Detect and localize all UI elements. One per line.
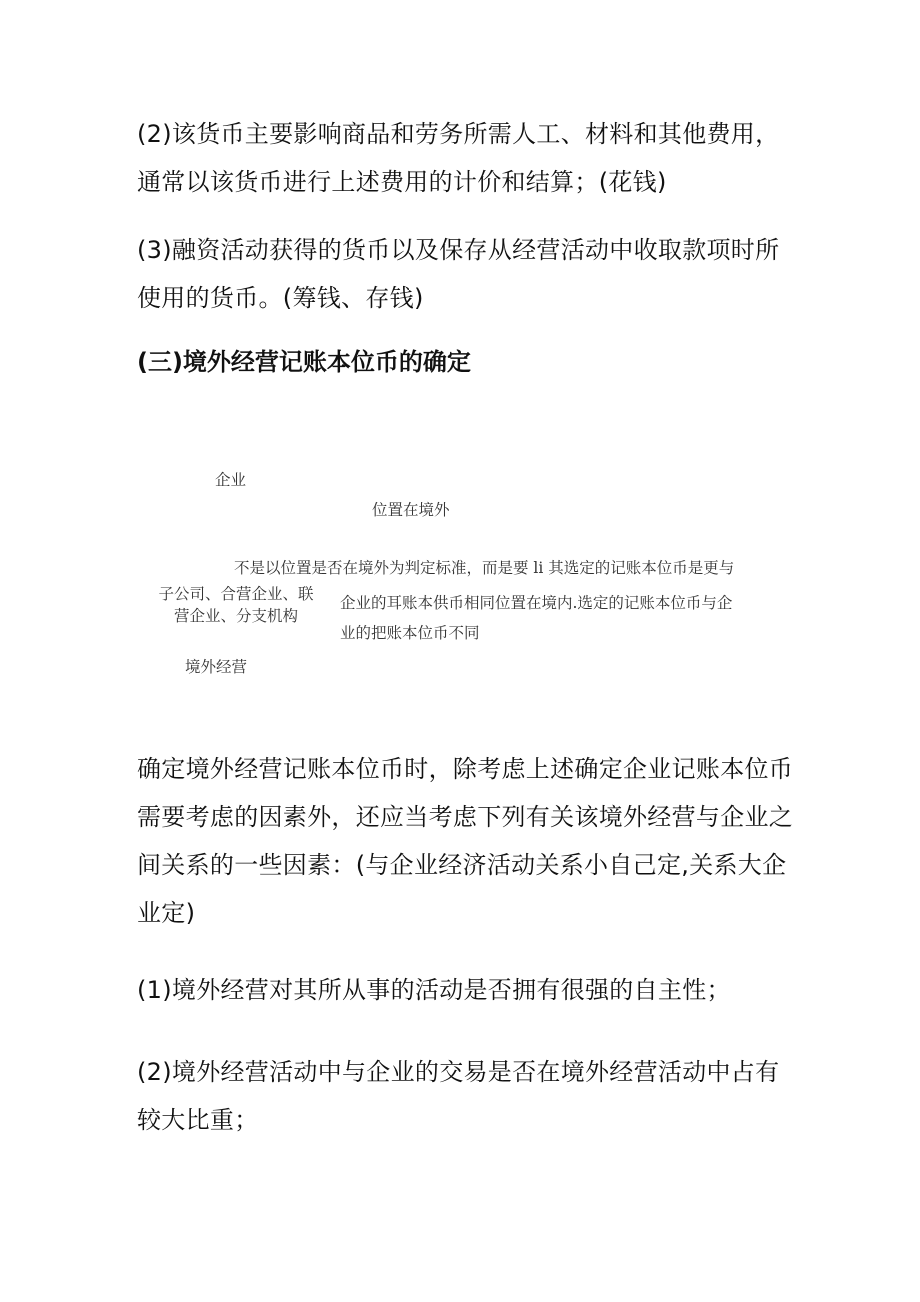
paragraph-factor-transactions: (2)境外经营活动中与企业的交易是否在境外经营活动中占有较大比重； — [137, 1058, 780, 1134]
paragraph-determination-factors: 确定境外经营记账本位币时，除考虑上述确定企业记账本位币需要考虑的因素外，还应当考虑下列有关该境外经营与企业之间关系的一些因素：(与企业经济活动关系小自己定,关系大企业定) — [137, 755, 794, 927]
diagram-foreign-op-label: 境外经营 — [185, 658, 248, 676]
diagram-location-label: 位置在境外 — [372, 501, 450, 519]
diagram-enterprise-label: 企业 — [215, 471, 247, 489]
diagram-entities-line-1: 子公司、合营企业、联 — [158, 585, 314, 603]
section-heading: (三)境外经营记账本位币的确定 — [137, 348, 471, 376]
paragraph-currency-financing: (3)融资活动获得的货币以及保存从经营活动中收取款项时所使用的货币。(筹钱、存钱) — [137, 236, 780, 312]
diagram-criterion-line-3: 业的把账本位币不同 — [340, 624, 480, 642]
paragraph-currency-costs: (2)该货币主要影响商品和劳务所需人工、材料和其他费用，通常以该货币进行上述费用的计价和结算；(花钱) — [137, 120, 780, 196]
paragraph-factor-autonomy: (1)境外经营对其所从事的活动是否拥有很强的自主性； — [137, 976, 731, 1004]
diagram-criterion-line-1: 不是以位置是否在境外为判定标准，而是要 li 其选定的记账本位币是更与 — [234, 559, 735, 577]
diagram-entities-line-2: 营企业、分支机构 — [173, 607, 298, 625]
diagram-criterion-line-2: 企业的耳账本供币相同位置在境内.选定的记账本位币与企 — [340, 594, 733, 612]
